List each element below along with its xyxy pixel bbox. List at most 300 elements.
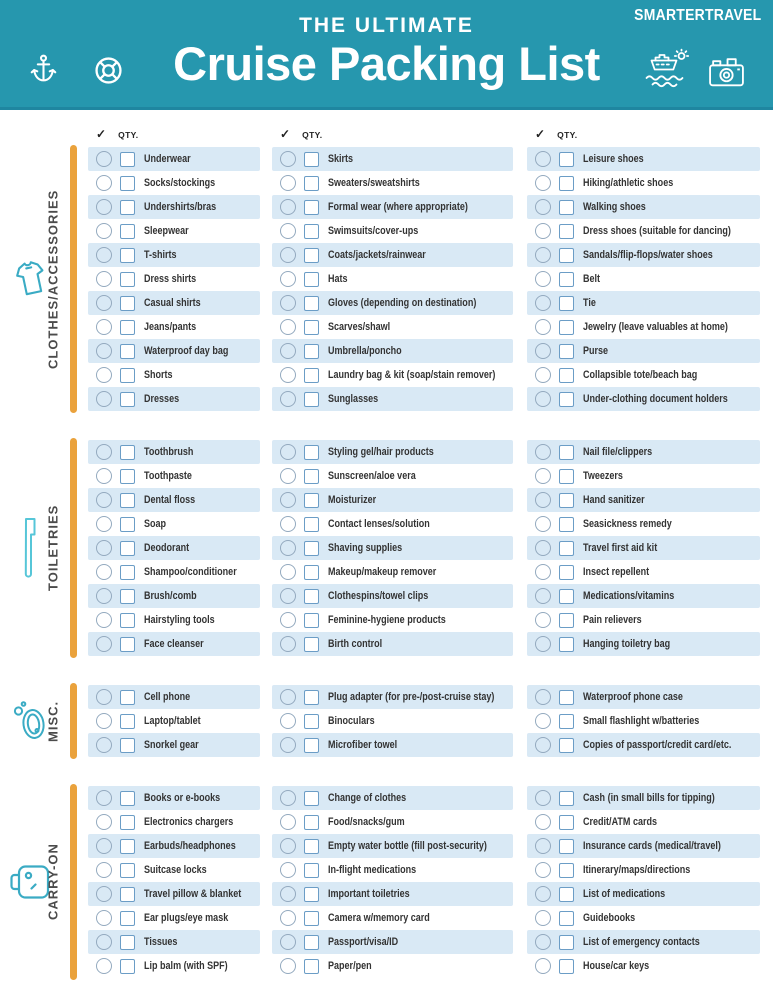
- check-circle[interactable]: [96, 468, 112, 484]
- qty-box[interactable]: [304, 200, 319, 215]
- qty-box[interactable]: [120, 392, 135, 407]
- item-label: Brush/comb: [144, 590, 197, 602]
- check-circle[interactable]: [280, 516, 296, 532]
- check-circle[interactable]: [535, 886, 551, 902]
- item-label: Contact lenses/solution: [328, 518, 430, 530]
- check-circle[interactable]: [535, 444, 551, 460]
- checklist-item-row: [88, 440, 260, 464]
- cruise-ship-icon: [643, 48, 690, 95]
- check-circle[interactable]: [280, 713, 296, 729]
- qty-box[interactable]: [559, 613, 574, 628]
- qty-box[interactable]: [304, 887, 319, 902]
- qty-box[interactable]: [120, 152, 135, 167]
- qty-box[interactable]: [304, 714, 319, 729]
- qty-box[interactable]: [120, 368, 135, 383]
- qty-box[interactable]: [120, 613, 135, 628]
- item-label: Casual shirts: [144, 297, 201, 309]
- check-circle[interactable]: [535, 934, 551, 950]
- qty-box[interactable]: [120, 738, 135, 753]
- checklist-item-row: [88, 171, 260, 195]
- check-circle[interactable]: [535, 367, 551, 383]
- qty-box[interactable]: [304, 248, 319, 263]
- qty-box[interactable]: [120, 690, 135, 705]
- item-label: Small flashlight w/batteries: [583, 715, 700, 727]
- check-circle[interactable]: [535, 862, 551, 878]
- check-circle[interactable]: [535, 468, 551, 484]
- section-misc: [0, 685, 773, 757]
- check-circle[interactable]: [280, 588, 296, 604]
- qty-box[interactable]: [304, 392, 319, 407]
- check-circle[interactable]: [280, 862, 296, 878]
- qty-box[interactable]: [304, 344, 319, 359]
- checklist-item-row: [527, 363, 760, 387]
- qty-box[interactable]: [559, 344, 574, 359]
- qty-label: QTY.: [302, 130, 323, 140]
- check-circle[interactable]: [96, 223, 112, 239]
- item-label: Undershirts/bras: [144, 201, 217, 213]
- check-circle[interactable]: [96, 151, 112, 167]
- qty-box[interactable]: [304, 738, 319, 753]
- checklist-item-row: [527, 171, 760, 195]
- check-circle[interactable]: [535, 271, 551, 287]
- check-circle[interactable]: [280, 689, 296, 705]
- item-label: Microfiber towel: [328, 739, 398, 751]
- check-circle[interactable]: [280, 540, 296, 556]
- item-label: Deodorant: [144, 542, 190, 554]
- check-circle[interactable]: [96, 175, 112, 191]
- check-circle[interactable]: [96, 790, 112, 806]
- section-toiletries: [0, 440, 773, 656]
- checklist-item-row: [272, 930, 513, 954]
- qty-box[interactable]: [120, 839, 135, 854]
- check-circle[interactable]: [535, 689, 551, 705]
- qty-box[interactable]: [304, 911, 319, 926]
- check-circle[interactable]: [96, 588, 112, 604]
- checklist-item-row: [272, 685, 513, 709]
- qty-box[interactable]: [120, 887, 135, 902]
- check-circle[interactable]: [280, 838, 296, 854]
- check-circle[interactable]: [280, 367, 296, 383]
- section-label: CARRY-ON: [45, 843, 61, 921]
- item-label: Belt: [583, 273, 601, 285]
- check-circle[interactable]: [280, 934, 296, 950]
- checklist-item-row: [527, 440, 760, 464]
- check-circle[interactable]: [535, 391, 551, 407]
- checklist-item-row: [272, 512, 513, 536]
- check-circle[interactable]: [535, 838, 551, 854]
- item-label: Hand sanitizer: [583, 494, 645, 506]
- qty-box[interactable]: [120, 815, 135, 830]
- qty-box[interactable]: [304, 272, 319, 287]
- check-circle[interactable]: [96, 737, 112, 753]
- qty-box[interactable]: [304, 493, 319, 508]
- item-label: Swimsuits/cover-ups: [328, 225, 419, 237]
- qty-box[interactable]: [304, 791, 319, 806]
- qty-box[interactable]: [559, 541, 574, 556]
- checklist-column: [272, 786, 513, 978]
- checklist-item-row: [527, 512, 760, 536]
- qty-box[interactable]: [120, 493, 135, 508]
- check-mark-icon: ✓: [535, 127, 546, 141]
- checklist-item-row: [88, 387, 260, 411]
- item-label: Birth control: [328, 638, 383, 650]
- checklist-item-row: [272, 954, 513, 978]
- check-circle[interactable]: [535, 175, 551, 191]
- qty-box[interactable]: [120, 176, 135, 191]
- item-label: Hanging toiletry bag: [583, 638, 671, 650]
- check-circle[interactable]: [535, 247, 551, 263]
- qty-box[interactable]: [120, 469, 135, 484]
- qty-box[interactable]: [559, 517, 574, 532]
- check-circle[interactable]: [280, 958, 296, 974]
- checklist-item-row: [88, 786, 260, 810]
- checklist-column: [88, 685, 260, 757]
- checklist-item-row: [88, 536, 260, 560]
- checklist-item-row: [527, 267, 760, 291]
- item-label: Shampoo/conditioner: [144, 566, 237, 578]
- qty-box[interactable]: [120, 791, 135, 806]
- qty-box[interactable]: [120, 320, 135, 335]
- checklist-item-row: [88, 930, 260, 954]
- qty-box[interactable]: [120, 863, 135, 878]
- check-circle[interactable]: [535, 790, 551, 806]
- check-mark-icon: ✓: [280, 127, 291, 141]
- checklist-item-row: [527, 291, 760, 315]
- qty-box[interactable]: [304, 863, 319, 878]
- check-circle[interactable]: [96, 492, 112, 508]
- check-circle[interactable]: [96, 271, 112, 287]
- check-circle[interactable]: [280, 223, 296, 239]
- checklist-item-row: [527, 560, 760, 584]
- check-circle[interactable]: [96, 199, 112, 215]
- item-label: Snorkel gear: [144, 739, 199, 751]
- checklist-item-row: [527, 834, 760, 858]
- qty-box[interactable]: [304, 469, 319, 484]
- check-circle[interactable]: [535, 199, 551, 215]
- check-circle[interactable]: [280, 444, 296, 460]
- checklist-column: [527, 786, 760, 978]
- check-circle[interactable]: [535, 223, 551, 239]
- checklist-item-row: [88, 195, 260, 219]
- qty-box[interactable]: [559, 887, 574, 902]
- check-circle[interactable]: [280, 199, 296, 215]
- checklist-column: [527, 147, 760, 411]
- check-circle[interactable]: [96, 367, 112, 383]
- qty-box[interactable]: [120, 959, 135, 974]
- qty-box[interactable]: [304, 565, 319, 580]
- qty-box[interactable]: [120, 714, 135, 729]
- item-label: Shaving supplies: [328, 542, 403, 554]
- qty-box[interactable]: [304, 541, 319, 556]
- checklist-item-row: [272, 536, 513, 560]
- check-circle[interactable]: [96, 934, 112, 950]
- item-label: Hiking/athletic shoes: [583, 177, 674, 189]
- qty-box[interactable]: [304, 637, 319, 652]
- qty-box[interactable]: [120, 637, 135, 652]
- check-circle[interactable]: [96, 444, 112, 460]
- check-circle[interactable]: [535, 612, 551, 628]
- qty-box[interactable]: [559, 200, 574, 215]
- check-circle[interactable]: [96, 295, 112, 311]
- checklist-item-row: [88, 243, 260, 267]
- check-circle[interactable]: [96, 516, 112, 532]
- qty-box[interactable]: [120, 344, 135, 359]
- checklist-item-row: [527, 387, 760, 411]
- qty-box[interactable]: [559, 714, 574, 729]
- section-clothes-accessories: [0, 147, 773, 411]
- item-label: Suitcase locks: [144, 864, 207, 876]
- qty-box[interactable]: [559, 493, 574, 508]
- qty-box[interactable]: [559, 911, 574, 926]
- item-label: Insurance cards (medical/travel): [583, 840, 721, 852]
- qty-box[interactable]: [120, 541, 135, 556]
- item-label: Plug adapter (for pre-/post-cruise stay): [328, 691, 495, 703]
- item-label: Dress shoes (suitable for dancing): [583, 225, 731, 237]
- checklist-body: [0, 125, 773, 1007]
- check-circle[interactable]: [280, 319, 296, 335]
- check-circle[interactable]: [280, 814, 296, 830]
- check-circle[interactable]: [535, 492, 551, 508]
- item-label: Important toiletries: [328, 888, 410, 900]
- qty-box[interactable]: [559, 815, 574, 830]
- check-circle[interactable]: [280, 271, 296, 287]
- qty-box[interactable]: [559, 224, 574, 239]
- qty-box[interactable]: [304, 815, 319, 830]
- qty-box[interactable]: [120, 935, 135, 950]
- brand-logo: SMARTERTRAVEL: [633, 7, 761, 24]
- qty-box[interactable]: [120, 565, 135, 580]
- check-circle[interactable]: [96, 636, 112, 652]
- check-circle[interactable]: [535, 588, 551, 604]
- item-label: Change of clothes: [328, 792, 407, 804]
- check-circle[interactable]: [535, 151, 551, 167]
- qty-box[interactable]: [304, 690, 319, 705]
- qty-box[interactable]: [304, 368, 319, 383]
- check-circle[interactable]: [535, 737, 551, 753]
- check-circle[interactable]: [280, 737, 296, 753]
- qty-box[interactable]: [559, 152, 574, 167]
- check-circle[interactable]: [535, 295, 551, 311]
- qty-box[interactable]: [120, 248, 135, 263]
- qty-box[interactable]: [120, 200, 135, 215]
- check-circle[interactable]: [280, 391, 296, 407]
- qty-box[interactable]: [120, 272, 135, 287]
- check-mark-icon: ✓: [96, 127, 107, 141]
- check-circle[interactable]: [280, 790, 296, 806]
- qty-box[interactable]: [304, 935, 319, 950]
- item-label: Jewelry (leave valuables at home): [583, 321, 728, 333]
- check-circle[interactable]: [96, 814, 112, 830]
- qty-box[interactable]: [559, 738, 574, 753]
- check-circle[interactable]: [280, 492, 296, 508]
- item-label: List of medications: [583, 888, 666, 900]
- qty-box[interactable]: [559, 296, 574, 311]
- item-label: Socks/stockings: [144, 177, 216, 189]
- check-circle[interactable]: [96, 862, 112, 878]
- qty-box[interactable]: [559, 272, 574, 287]
- qty-box[interactable]: [304, 517, 319, 532]
- item-label: Seasickness remedy: [583, 518, 672, 530]
- check-circle[interactable]: [280, 910, 296, 926]
- qty-box[interactable]: [559, 589, 574, 604]
- check-circle[interactable]: [280, 612, 296, 628]
- qty-box[interactable]: [559, 690, 574, 705]
- checklist-item-row: [88, 810, 260, 834]
- item-label: Paper/pen: [328, 960, 372, 972]
- item-label: Electronics chargers: [144, 816, 234, 828]
- check-circle[interactable]: [535, 910, 551, 926]
- item-label: Dental floss: [144, 494, 196, 506]
- checklist-item-row: [527, 858, 760, 882]
- qty-box[interactable]: [304, 839, 319, 854]
- qty-box[interactable]: [120, 296, 135, 311]
- checklist-item-row: [527, 733, 760, 757]
- item-label: Soap: [144, 518, 167, 530]
- check-circle[interactable]: [535, 343, 551, 359]
- qty-box[interactable]: [304, 959, 319, 974]
- checklist-item-row: [272, 195, 513, 219]
- checklist-item-row: [88, 858, 260, 882]
- check-circle[interactable]: [96, 713, 112, 729]
- item-label: Insect repellent: [583, 566, 650, 578]
- qty-box[interactable]: [559, 791, 574, 806]
- check-circle[interactable]: [96, 910, 112, 926]
- qty-box[interactable]: [304, 445, 319, 460]
- item-label: Under-clothing document holders: [583, 393, 728, 405]
- qty-box[interactable]: [559, 176, 574, 191]
- qty-box[interactable]: [559, 368, 574, 383]
- item-label: Itinerary/maps/directions: [583, 864, 691, 876]
- qty-box[interactable]: [559, 863, 574, 878]
- checklist-item-row: [88, 834, 260, 858]
- check-circle[interactable]: [280, 295, 296, 311]
- qty-box[interactable]: [559, 935, 574, 950]
- qty-box[interactable]: [559, 839, 574, 854]
- checklist-column: [88, 786, 260, 978]
- qty-box[interactable]: [304, 589, 319, 604]
- check-circle[interactable]: [280, 468, 296, 484]
- checklist-item-row: [88, 512, 260, 536]
- check-circle[interactable]: [280, 564, 296, 580]
- qty-box[interactable]: [559, 959, 574, 974]
- check-circle[interactable]: [535, 564, 551, 580]
- qty-box[interactable]: [559, 445, 574, 460]
- checklist-item-row: [88, 315, 260, 339]
- item-label: Feminine-hygiene products: [328, 614, 446, 626]
- checklist-item-row: [88, 954, 260, 978]
- checklist-item-row: [88, 560, 260, 584]
- qty-box[interactable]: [304, 613, 319, 628]
- qty-box[interactable]: [304, 224, 319, 239]
- item-label: Tie: [583, 297, 596, 309]
- checklist-item-row: [88, 488, 260, 512]
- check-circle[interactable]: [280, 175, 296, 191]
- check-circle[interactable]: [96, 247, 112, 263]
- check-circle[interactable]: [280, 636, 296, 652]
- check-circle[interactable]: [535, 540, 551, 556]
- item-label: Umbrella/poncho: [328, 345, 402, 357]
- item-label: Binoculars: [328, 715, 375, 727]
- item-label: Underwear: [144, 153, 191, 165]
- qty-box[interactable]: [559, 320, 574, 335]
- section-columns: [0, 147, 773, 411]
- check-circle[interactable]: [96, 540, 112, 556]
- qty-box[interactable]: [120, 589, 135, 604]
- check-circle[interactable]: [96, 838, 112, 854]
- item-label: Gloves (depending on destination): [328, 297, 477, 309]
- qty-box[interactable]: [304, 296, 319, 311]
- check-circle[interactable]: [535, 516, 551, 532]
- checklist-item-row: [272, 560, 513, 584]
- qty-box[interactable]: [304, 176, 319, 191]
- check-circle[interactable]: [96, 886, 112, 902]
- item-label: Toothpaste: [144, 470, 192, 482]
- qty-box[interactable]: [304, 320, 319, 335]
- check-circle[interactable]: [96, 689, 112, 705]
- check-circle[interactable]: [280, 343, 296, 359]
- checklist-item-row: [88, 733, 260, 757]
- checklist-item-row: [527, 632, 760, 656]
- item-label: Passport/visa/ID: [328, 936, 399, 948]
- check-circle[interactable]: [280, 247, 296, 263]
- qty-box[interactable]: [120, 517, 135, 532]
- qty-box[interactable]: [559, 565, 574, 580]
- qty-column-header: [535, 125, 578, 143]
- qty-label: QTY.: [557, 130, 578, 140]
- checklist-item-row: [272, 171, 513, 195]
- qty-label: QTY.: [118, 130, 139, 140]
- qty-box[interactable]: [559, 248, 574, 263]
- item-label: Travel pillow & blanket: [144, 888, 242, 900]
- check-circle[interactable]: [96, 958, 112, 974]
- check-circle[interactable]: [535, 636, 551, 652]
- check-circle[interactable]: [280, 151, 296, 167]
- item-label: Leisure shoes: [583, 153, 644, 165]
- qty-box[interactable]: [120, 224, 135, 239]
- checklist-item-row: [272, 858, 513, 882]
- check-circle[interactable]: [535, 713, 551, 729]
- check-circle[interactable]: [535, 958, 551, 974]
- checklist-item-row: [88, 363, 260, 387]
- checklist-item-row: [272, 315, 513, 339]
- check-circle[interactable]: [96, 564, 112, 580]
- checklist-item-row: [88, 906, 260, 930]
- item-label: Laundry bag & kit (soap/stain remover): [328, 369, 496, 381]
- qty-box[interactable]: [559, 637, 574, 652]
- check-circle[interactable]: [535, 814, 551, 830]
- qty-box[interactable]: [559, 392, 574, 407]
- item-label: Moisturizer: [328, 494, 377, 506]
- checklist-item-row: [527, 906, 760, 930]
- checklist-item-row: [88, 584, 260, 608]
- qty-box[interactable]: [120, 445, 135, 460]
- section-columns: [0, 786, 773, 978]
- check-circle[interactable]: [96, 391, 112, 407]
- item-label: Scarves/shawl: [328, 321, 391, 333]
- item-label: Ear plugs/eye mask: [144, 912, 229, 924]
- check-circle[interactable]: [535, 319, 551, 335]
- qty-box[interactable]: [559, 469, 574, 484]
- check-circle[interactable]: [96, 612, 112, 628]
- check-circle[interactable]: [280, 886, 296, 902]
- item-label: Tweezers: [583, 470, 623, 482]
- check-circle[interactable]: [96, 319, 112, 335]
- qty-box[interactable]: [304, 152, 319, 167]
- item-label: Toothbrush: [144, 446, 194, 458]
- checklist-item-row: [272, 267, 513, 291]
- check-circle[interactable]: [96, 343, 112, 359]
- qty-box[interactable]: [120, 911, 135, 926]
